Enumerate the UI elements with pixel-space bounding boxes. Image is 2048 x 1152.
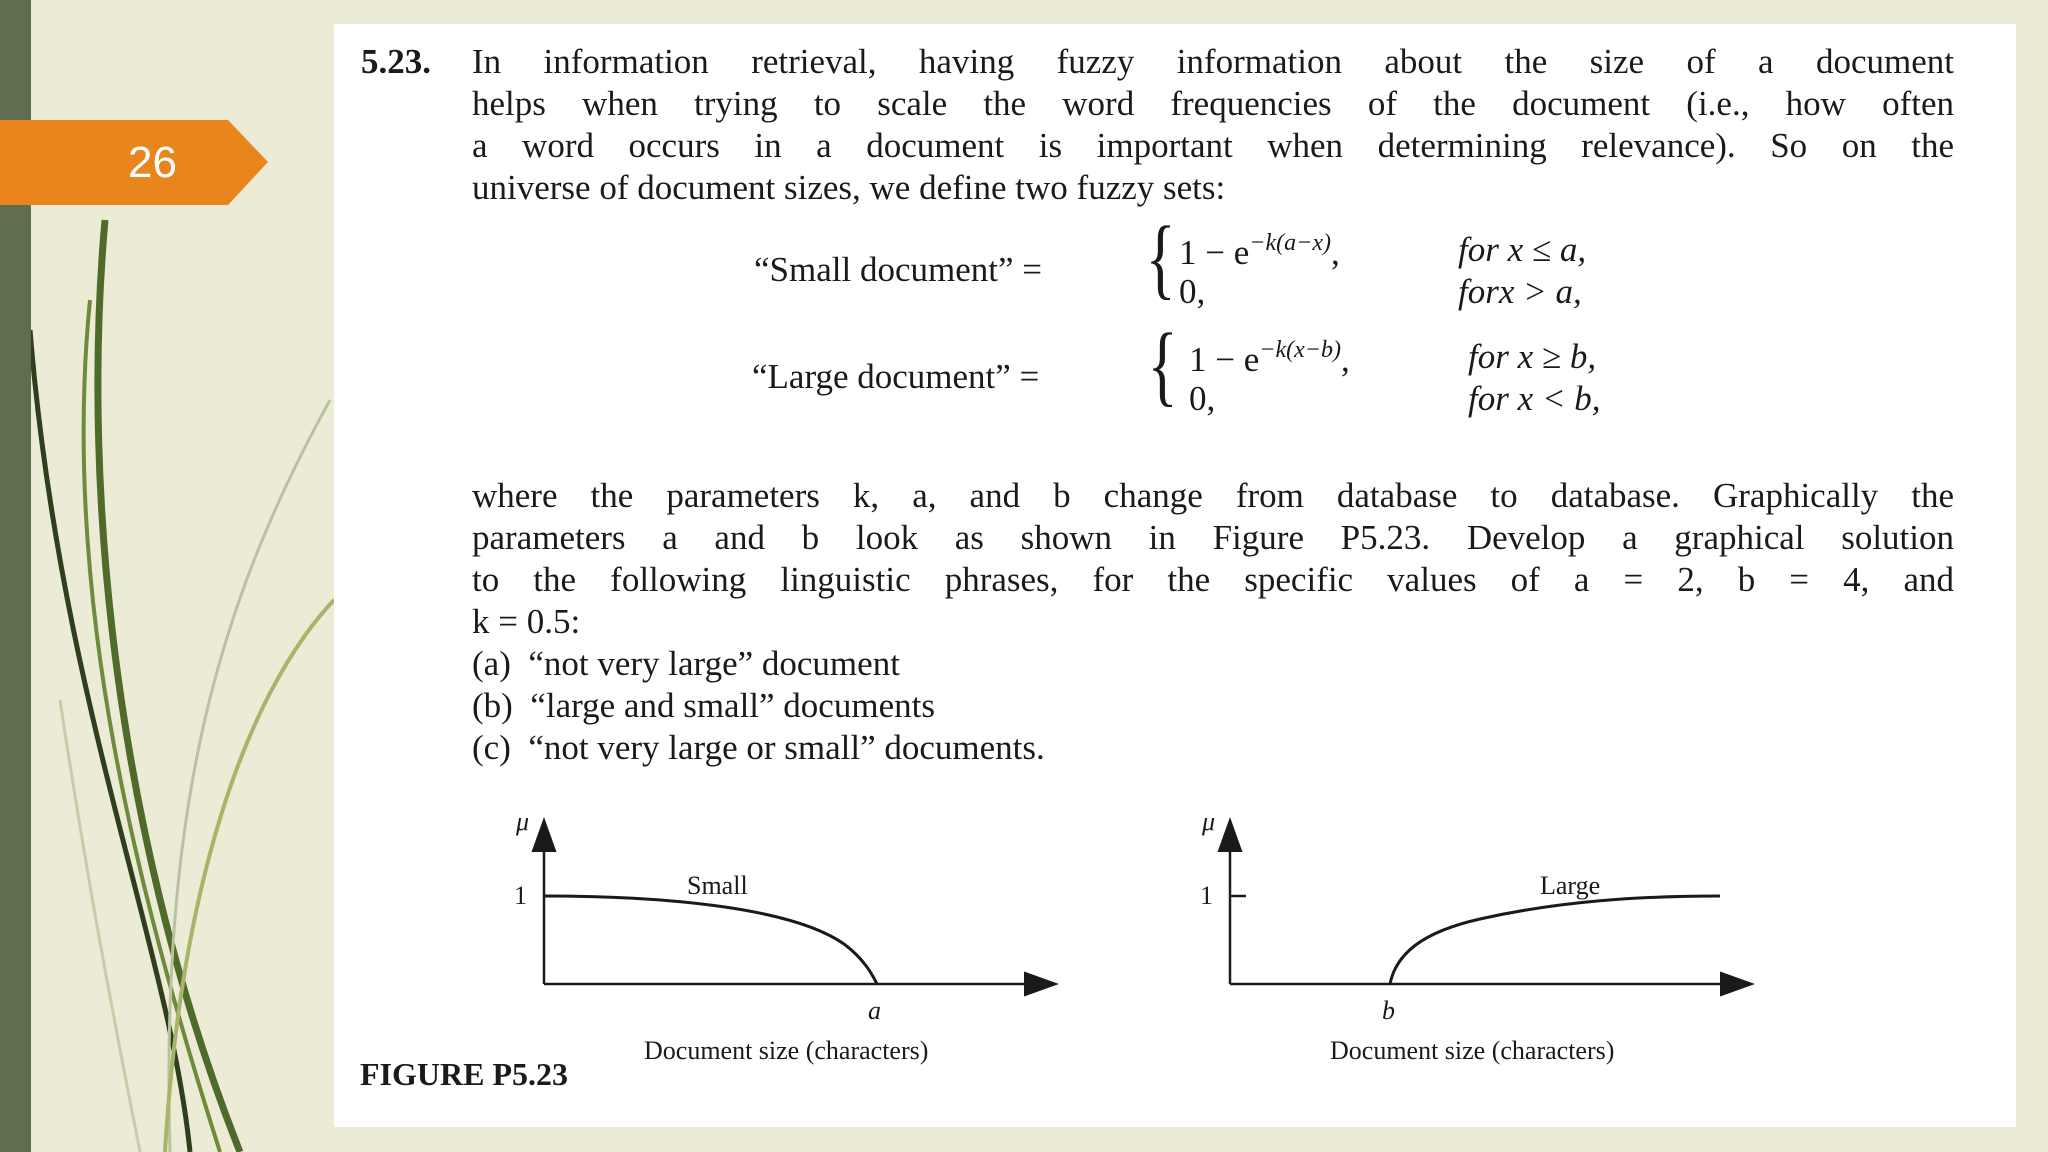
item-c: (c) “not very large or small” documents. [472, 728, 1045, 767]
large-mu-symbol: μ [1202, 807, 1216, 836]
intro-line-2: helps when trying to scale the word frequencies of the document (i.e., how often [472, 84, 1954, 123]
large-y-tick-1: 1 [1200, 881, 1213, 910]
slide-number: 26 [128, 138, 177, 187]
body-line-4: k = 0.5: [472, 602, 581, 641]
item-b: (b) “large and small” documents [472, 686, 935, 725]
small-x-tick-a: a [868, 996, 881, 1025]
document-page [334, 24, 2016, 1127]
small-mu-symbol: μ [516, 807, 530, 836]
body-line-1: where the parameters k, a, and b change from database to database. Graphically the [472, 476, 1954, 515]
large-membership-plot [1160, 794, 1760, 1074]
intro-line-3: a word occurs in a document is important when determining relevance). So on the [472, 126, 1954, 165]
large-curve-label: Large [1540, 871, 1601, 900]
small-curve-label: Small [687, 871, 748, 900]
large-document-label: “Large document” = [752, 357, 1040, 396]
small-case2-condition: forx > a, [1458, 272, 1582, 311]
large-x-axis-label: Document size (characters) [1330, 1036, 1615, 1065]
small-document-label: “Small document” = [754, 250, 1042, 289]
small-curve [544, 896, 877, 984]
intro-line-4: universe of document sizes, we define two fuzzy sets: [472, 168, 1226, 207]
large-x-tick-b: b [1382, 996, 1395, 1025]
small-x-axis-label: Document size (characters) [644, 1036, 929, 1065]
large-case1-expression: $1 - e^{-k(x-b)}$, [1189, 337, 1350, 379]
problem-number: 5.23. [361, 42, 431, 81]
small-case1-expression: $1 - e^{-k(a-x)}$, [1179, 230, 1340, 272]
large-case2-expression: 0, [1189, 379, 1216, 418]
figure-caption: FIGURE P5.23 [360, 1056, 568, 1092]
small-case2-expression: 0, [1179, 272, 1206, 311]
large-curve [1390, 896, 1720, 984]
large-case1-condition: for x ≥ b, [1468, 337, 1597, 376]
small-y-tick-1: 1 [514, 881, 527, 910]
intro-line-1: In information retrieval, having fuzzy information about the size of a document [472, 42, 1954, 81]
body-line-3: to the following linguistic phrases, for the specific values of a = 2, b = 4, and [472, 560, 1954, 599]
large-brace: { [1147, 316, 1178, 415]
large-case2-condition: for x < b, [1468, 379, 1601, 418]
small-brace: { [1145, 209, 1176, 308]
item-a: (a) “not very large” document [472, 644, 900, 683]
small-case1-condition: for x ≤ a, [1458, 230, 1587, 269]
body-line-2: parameters a and b look as shown in Figure P5.23. Develop a graphical solution [472, 518, 1954, 557]
small-membership-plot [474, 794, 1064, 1074]
